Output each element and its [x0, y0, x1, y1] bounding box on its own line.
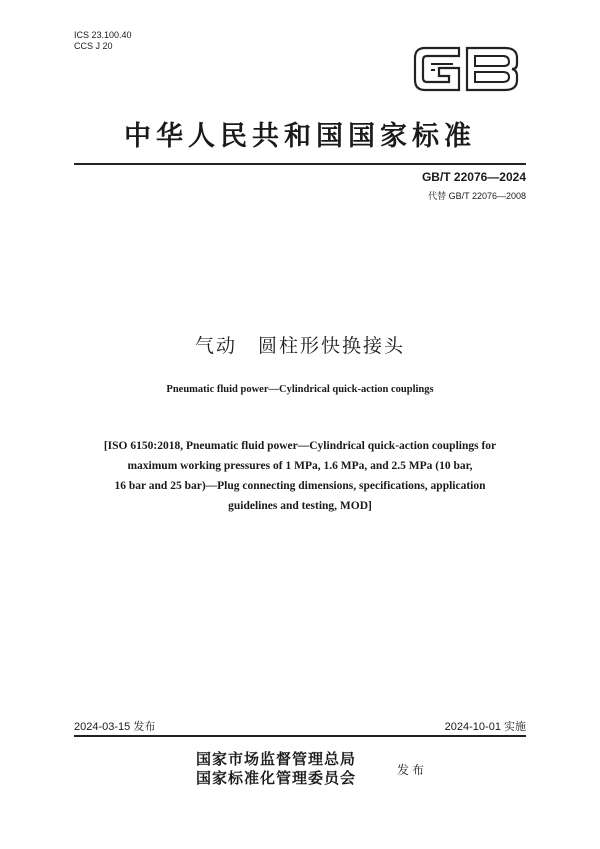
iso-ref-line: 16 bar and 25 bar)—Plug connecting dimensions, specifications, application — [114, 480, 486, 492]
issuer-sac: 国家标准化管理委员会 — [196, 769, 357, 787]
issue-date: 2024-03-15 发布 — [74, 721, 156, 733]
standard-number: GB/T 22076—2024 — [421, 170, 526, 184]
iso-ref-line: guidelines and testing, MOD] — [228, 500, 372, 512]
bottom-divider — [74, 735, 526, 737]
replaces-note: 代替 GB/T 22076—2008 — [428, 191, 526, 201]
chinese-title: 气动 圆柱形快换接头 — [194, 335, 405, 357]
implementation-date: 2024-10-01 实施 — [444, 721, 526, 733]
classification-codes — [74, 30, 132, 52]
iso-reference — [80, 436, 520, 516]
iso-ref-line: maximum working pressures of 1 MPa, 1.6 MPa, and 2.5 MPa (10 bar, — [127, 460, 473, 472]
iso-ref-line: [ISO 6150:2018, Pneumatic fluid power—Cylindrical quick-action couplings for — [103, 440, 497, 452]
ics-code: ICS 23.100.40 — [74, 30, 132, 40]
issuer-samr: 国家市场监督管理总局 — [196, 750, 357, 768]
publish-label: 发布 — [397, 763, 428, 777]
issuing-authorities — [196, 750, 356, 788]
english-title: Pneumatic fluid power—Cylindrical quick-action couplings — [166, 384, 434, 395]
standard-title: 中华人民共和国国家标准 — [124, 121, 476, 152]
ccs-code: CCS J 20 — [74, 41, 113, 51]
top-divider — [74, 163, 526, 165]
gb-logo — [407, 38, 525, 100]
